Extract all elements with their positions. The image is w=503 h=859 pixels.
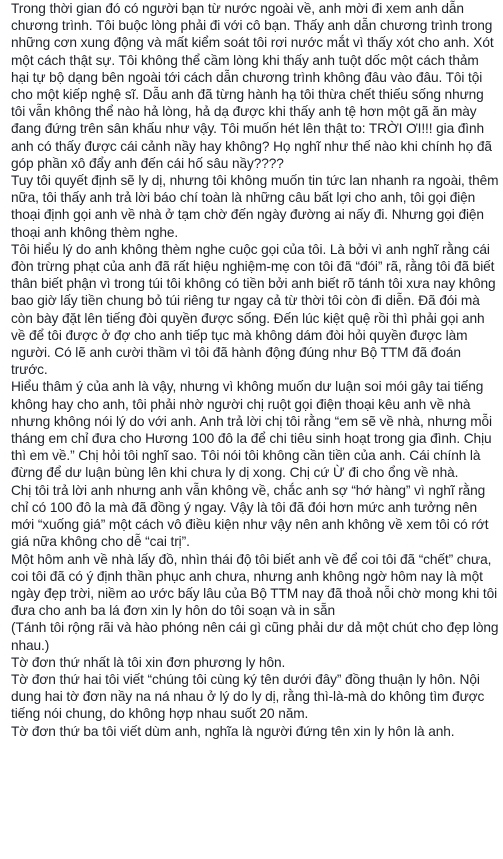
paragraph-visit: Trong thời gian đó có người bạn từ nước ngoài về, anh mời đi xem anh dẫn chương trình. Tôi buộc lòng phải đi với cô bạn. Thấy anh dẫn chương trình trong những cơn xung động và mất kiểm soát tôi rơi nước mắt vì thấy xót cho anh. Xót một cách thật sự. Tôi không thể cầm lòng khi thấy anh tuột dốc một cách thảm hại tự bộ dạng bên ngoài tới cách dẫn chương trình không đâu vào đâu. Tôi tội cho một kiếp nghệ sĩ. Dẫu anh đã từng hành hạ tôi thừa chết thiếu sống nhưng tôi vẫn không thể nào hả lòng, hả dạ được khi thấy anh tệ hơn một gã ăn mày đang đứng trên sân khấu như vậy. Tôi muốn hét lên thật to: TRỜI ƠI!!! gia đình anh có thấy được cái cảnh nầy hay không? Họ nghĩ như thế nào khi chính họ đã góp phần xô đẩy anh đến cái hố sâu nầy???? xyxy=(11,1,494,171)
paragraph-divorce-decision: Tuy tôi quyết định sẽ ly dị, nhưng tôi không muốn tin tức lan nhanh ra ngoài, thêm nữa, tôi thấy anh trả lời báo chí toàn là những câu bất lợi cho anh, tôi gọi điện thoại định gọi anh về nhà ở tạm chờ đến ngày đường ai nấy đi. Nhưng gọi điện thoại anh không thèm nghe. xyxy=(11,173,499,240)
paragraph-one-day: Một hôm anh về nhà lấy đồ, nhìn thái độ tôi biết anh về để coi tôi đã “chết” chưa, coi tôi đã có ý định thần phục anh chưa, nhưng anh không ngờ hôm nay là một ngày đẹp trời, niềm ao ước bấy lâu của Bộ TTM nay đã thoả nỗi chờ mong khi tôi đưa cho anh ba lá đơn xin ly hôn do tôi soạn và in sẵn (Tánh tôi rộng rãi và hào phóng nên cái gì cũng phải dư dả một chút cho đẹp lòng nhau.) xyxy=(11,551,499,653)
paragraph-third-form: Tờ đơn thứ ba tôi viết dùm anh, nghĩa là người đứng tên xin ly hôn là anh. xyxy=(11,723,455,739)
paragraph-sister-call: Hiểu thâm ý của anh là vậy, nhưng vì không muốn dư luận soi mói gây tai tiếng không hay cho anh, tôi phải nhờ người chị ruột gọi điện thoại kêu anh về nhà nhưng không nói lý do với anh. Anh trả lời chị tôi rằng “em sẽ về nhà, nhưng mỗi tháng em chỉ đưa cho Hương 100 đô la để chi tiêu sinh hoạt trong gia đình. Chịu thì em về.” Chị hỏi tôi nghĩ sao. Tôi nói tôi không cần tiền của anh. Cái chính là đừng để dư luận bùng lên khi chưa ly dị xong. Chị cứ Ừ đi cho ổng về nhà. xyxy=(11,379,493,481)
paragraph-reply: Chị tôi trả lời anh nhưng anh vẫn không về, chắc anh sợ “hớ hàng” vì nghĩ rằng chỉ có 100 đô la mà đã đồng ý ngay. Vậy là tôi đã đói hơn mức anh tưởng nên mới “xuống giá” một cách vô điều kiện như vậy nên anh không về xem tôi có rớt giá nữa không cho dễ “cai trị”. xyxy=(11,482,489,550)
paragraph-understanding: Tôi hiểu lý do anh không thèm nghe cuộc gọi của tôi. Là bởi vì anh nghĩ rằng cái đòn trừng phạt của anh đã rất hiệu nghiệm-mẹ con tôi đã “đói” rã, rằng tôi đã biết thân biết phận vì trong túi tôi không có tiền bởi anh biết rõ tánh tôi xưa nay không bao giờ lấy tiền chung bỏ túi riêng tư ngay cả từ thời tôi còn đi diễn. Đã đói mà còn bày đặt lên tiếng đòi quyền được sống. Đến lúc kiệt quệ rồi thì phải gọi anh về để tôi được ở đợ cho anh tiếp tục mà không dám đòi hỏi quyền được làm người. Có lẽ anh cười thầm vì tôi đã hành động đúng như Bộ TTM đã đoán trước. xyxy=(11,241,496,378)
paragraph-first-form: Tờ đơn thứ nhất là tôi xin đơn phương ly hôn. xyxy=(11,654,286,670)
paragraph-second-form: Tờ đơn thứ hai tôi viết “chúng tôi cùng ký tên dưới đây” đồng thuận ly hôn. Nội dung hai tờ đơn nầy na ná nhau ở lý do ly dị, rằng thì-là-mà do không tìm được tiếng nói chung, do không hợp nhau suốt 20 năm. xyxy=(11,671,485,722)
